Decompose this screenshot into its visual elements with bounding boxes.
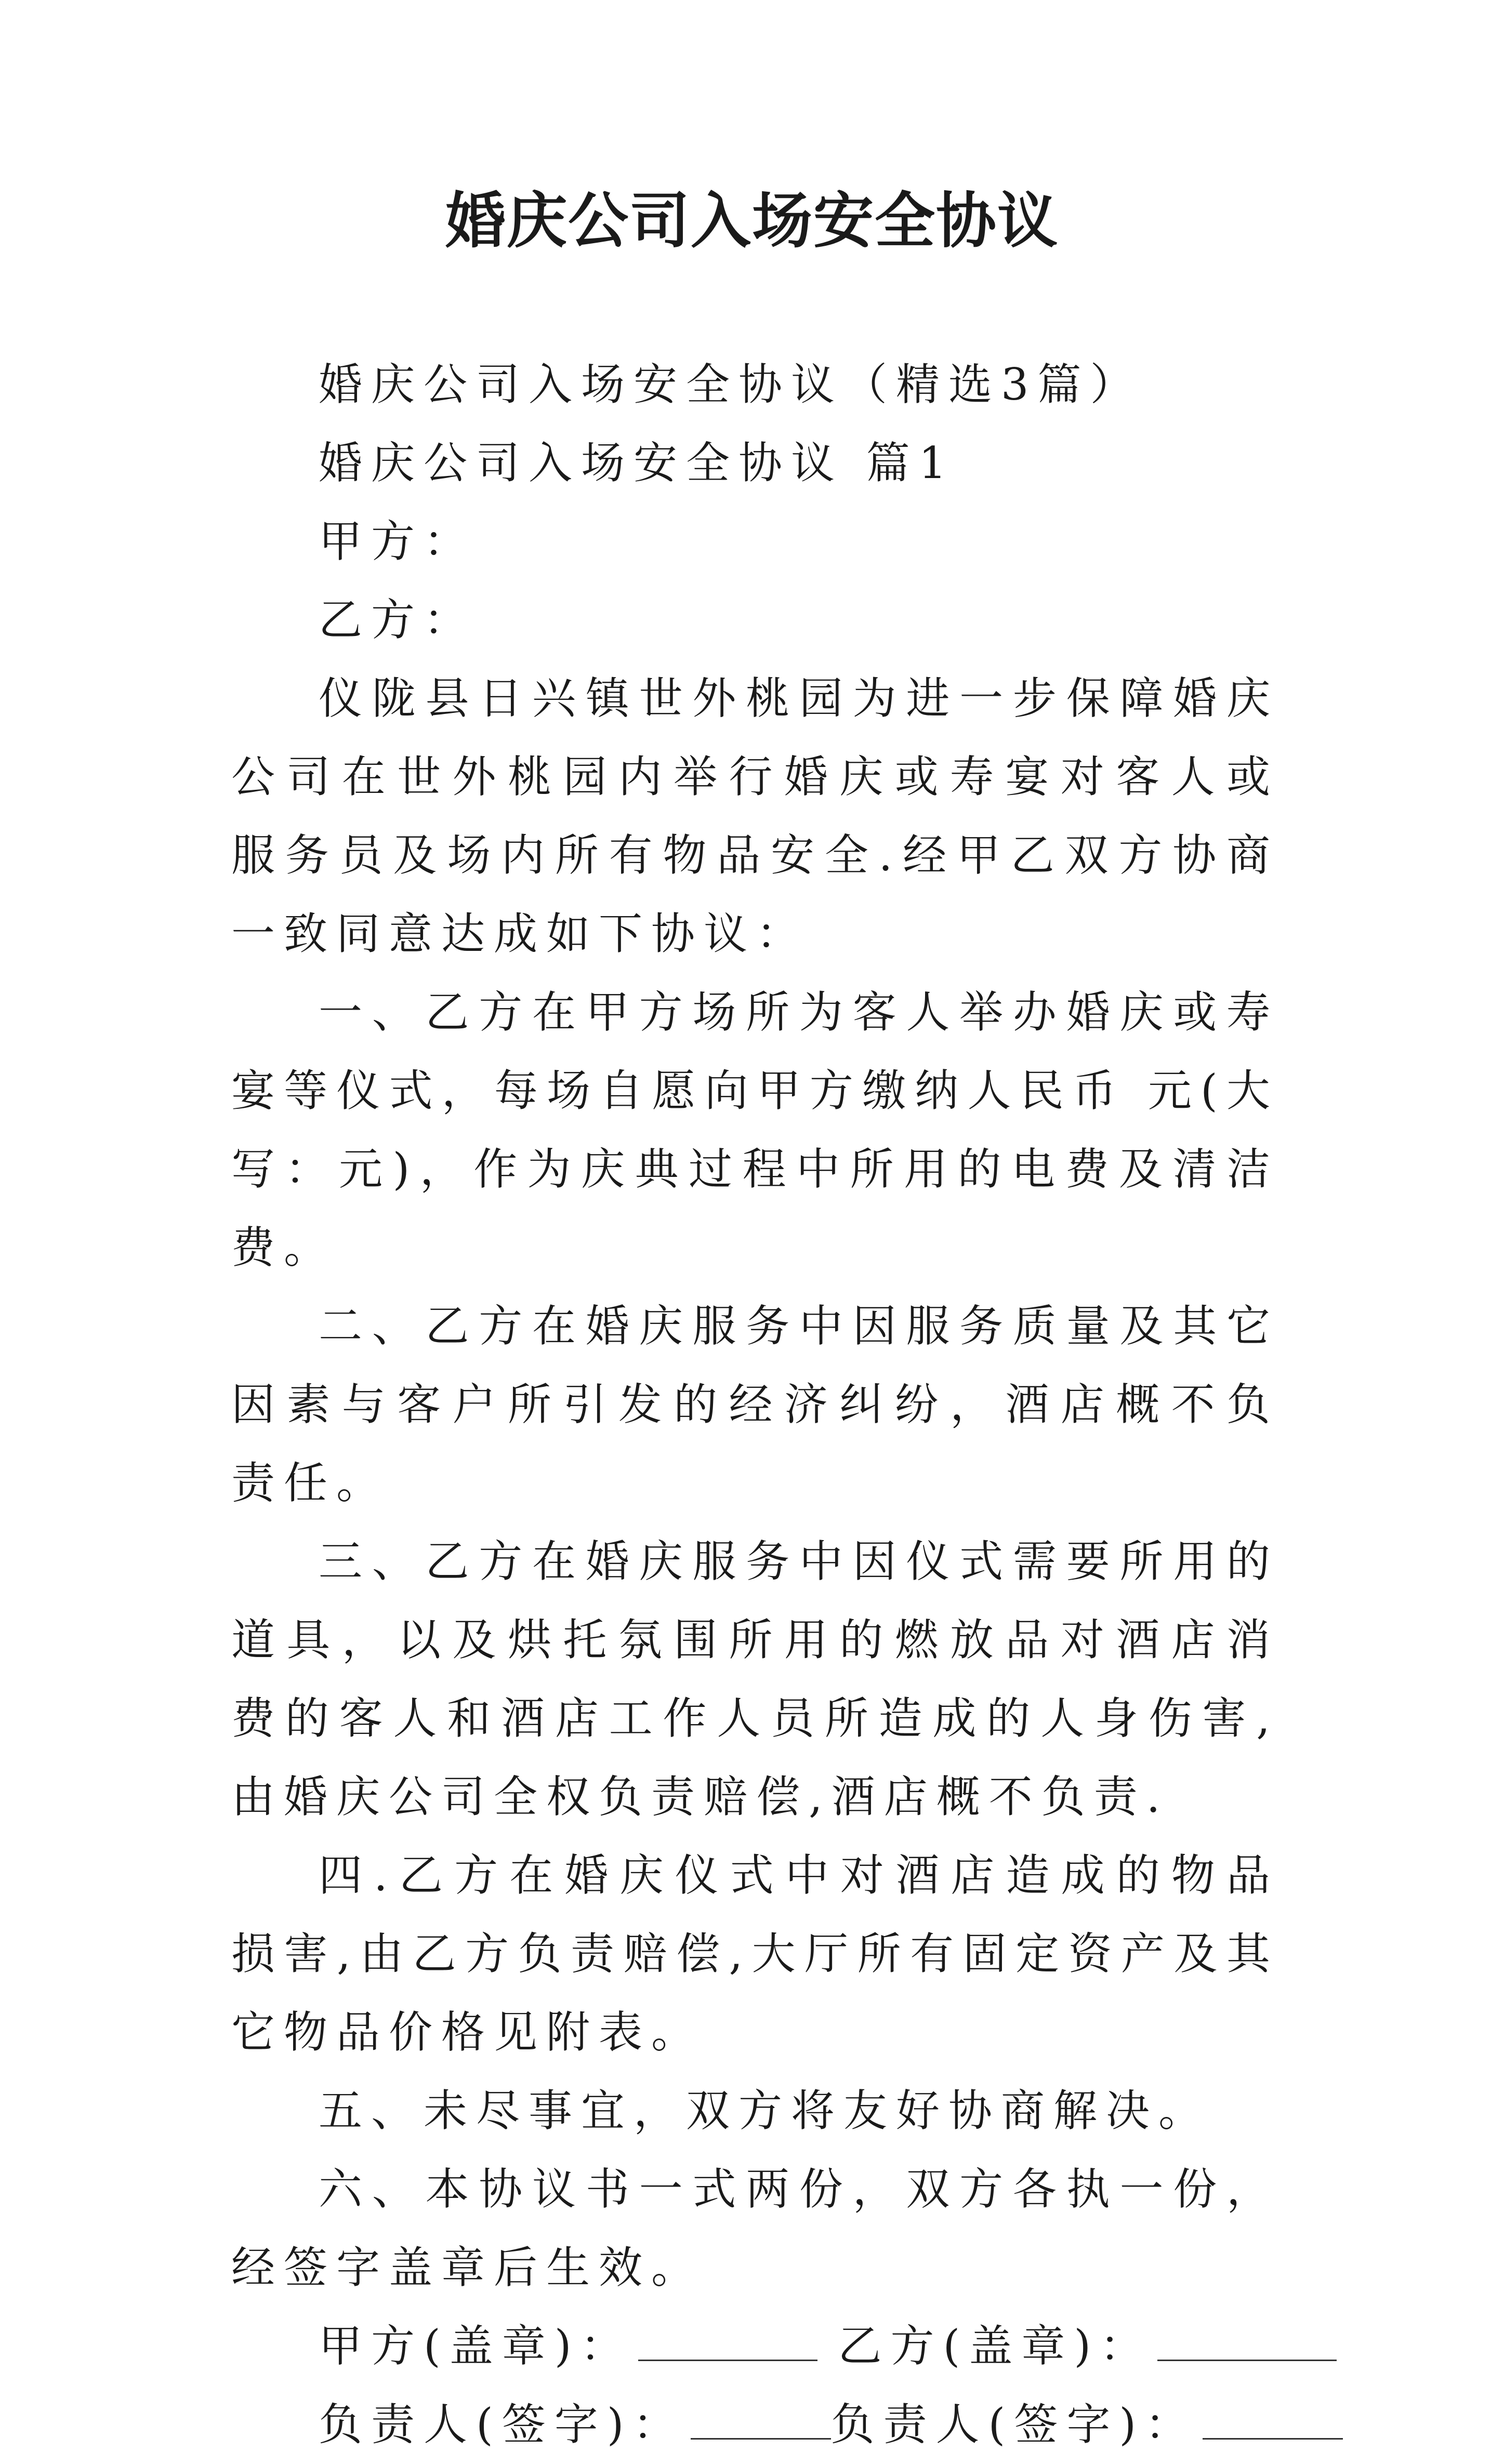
party-a-label: 甲方： (319, 516, 477, 567)
party-b-sign-blank (1203, 2402, 1343, 2440)
document-body (231, 346, 1279, 2464)
party-b-seal-blank (1157, 2323, 1337, 2361)
section-heading: 婚庆公司入场安全协议 篇1 (319, 438, 956, 488)
paragraph-clause-5: 五、未尽事宜，双方将友好协商解决。 (319, 2085, 1211, 2136)
document-subtitle: 婚庆公司入场安全协议（精选3篇） (319, 359, 1143, 410)
paragraph-clause-4: 四.乙方在婚庆仪式中对酒店造成的物品损害,由乙方负责赔偿,大厅所有固定资产及其它物品价格见附表。 (231, 1850, 1279, 2058)
paragraph-clause-1: 一、乙方在甲方场所为客人举办婚庆或寿宴等仪式，每场自愿向甲方缴纳人民币 元(大写：元)，作为庆典过程中所用的电费及清洁费。 (231, 987, 1279, 1273)
paragraph-clause-3: 三、乙方在婚庆服务中因仪式需要所用的道具，以及烘托氛围所用的燃放品对酒店消费的客人和酒店工作人员所造成的人身伤害,由婚庆公司全权负责赔偿,酒店概不负责. (231, 1536, 1279, 1822)
paragraph-clause-6: 六、本协议书一式两份，双方各执一份，经签字盖章后生效。 (231, 2164, 1279, 2293)
party-b-sign-label: 负责人(签字)： (830, 2399, 1198, 2450)
seal-row (231, 2307, 1279, 2386)
party-a-seal-blank (638, 2323, 817, 2361)
party-b-label: 乙方： (319, 594, 477, 645)
party-a-seal-label: 甲方(盖章)： (319, 2321, 633, 2372)
party-a-sign-label: 负责人(签字)： (319, 2399, 685, 2450)
document-title: 婚庆公司入场安全协议 (445, 186, 1059, 256)
party-b-seal-label: 乙方(盖章)： (838, 2321, 1153, 2372)
paragraph-clause-2: 二、乙方在婚庆服务中因服务质量及其它因素与客户所引发的经济纠纷，酒店概不负责任。 (231, 1301, 1279, 1508)
signature-row (231, 2386, 1279, 2464)
paragraph-intro: 仪陇县日兴镇世外桃园为进一步保障婚庆公司在世外桃园内举行婚庆或寿宴对客人或服务员及场内所有物品安全.经甲乙双方协商一致同意达成如下协议： (231, 673, 1279, 959)
party-a-sign-blank (691, 2402, 831, 2440)
